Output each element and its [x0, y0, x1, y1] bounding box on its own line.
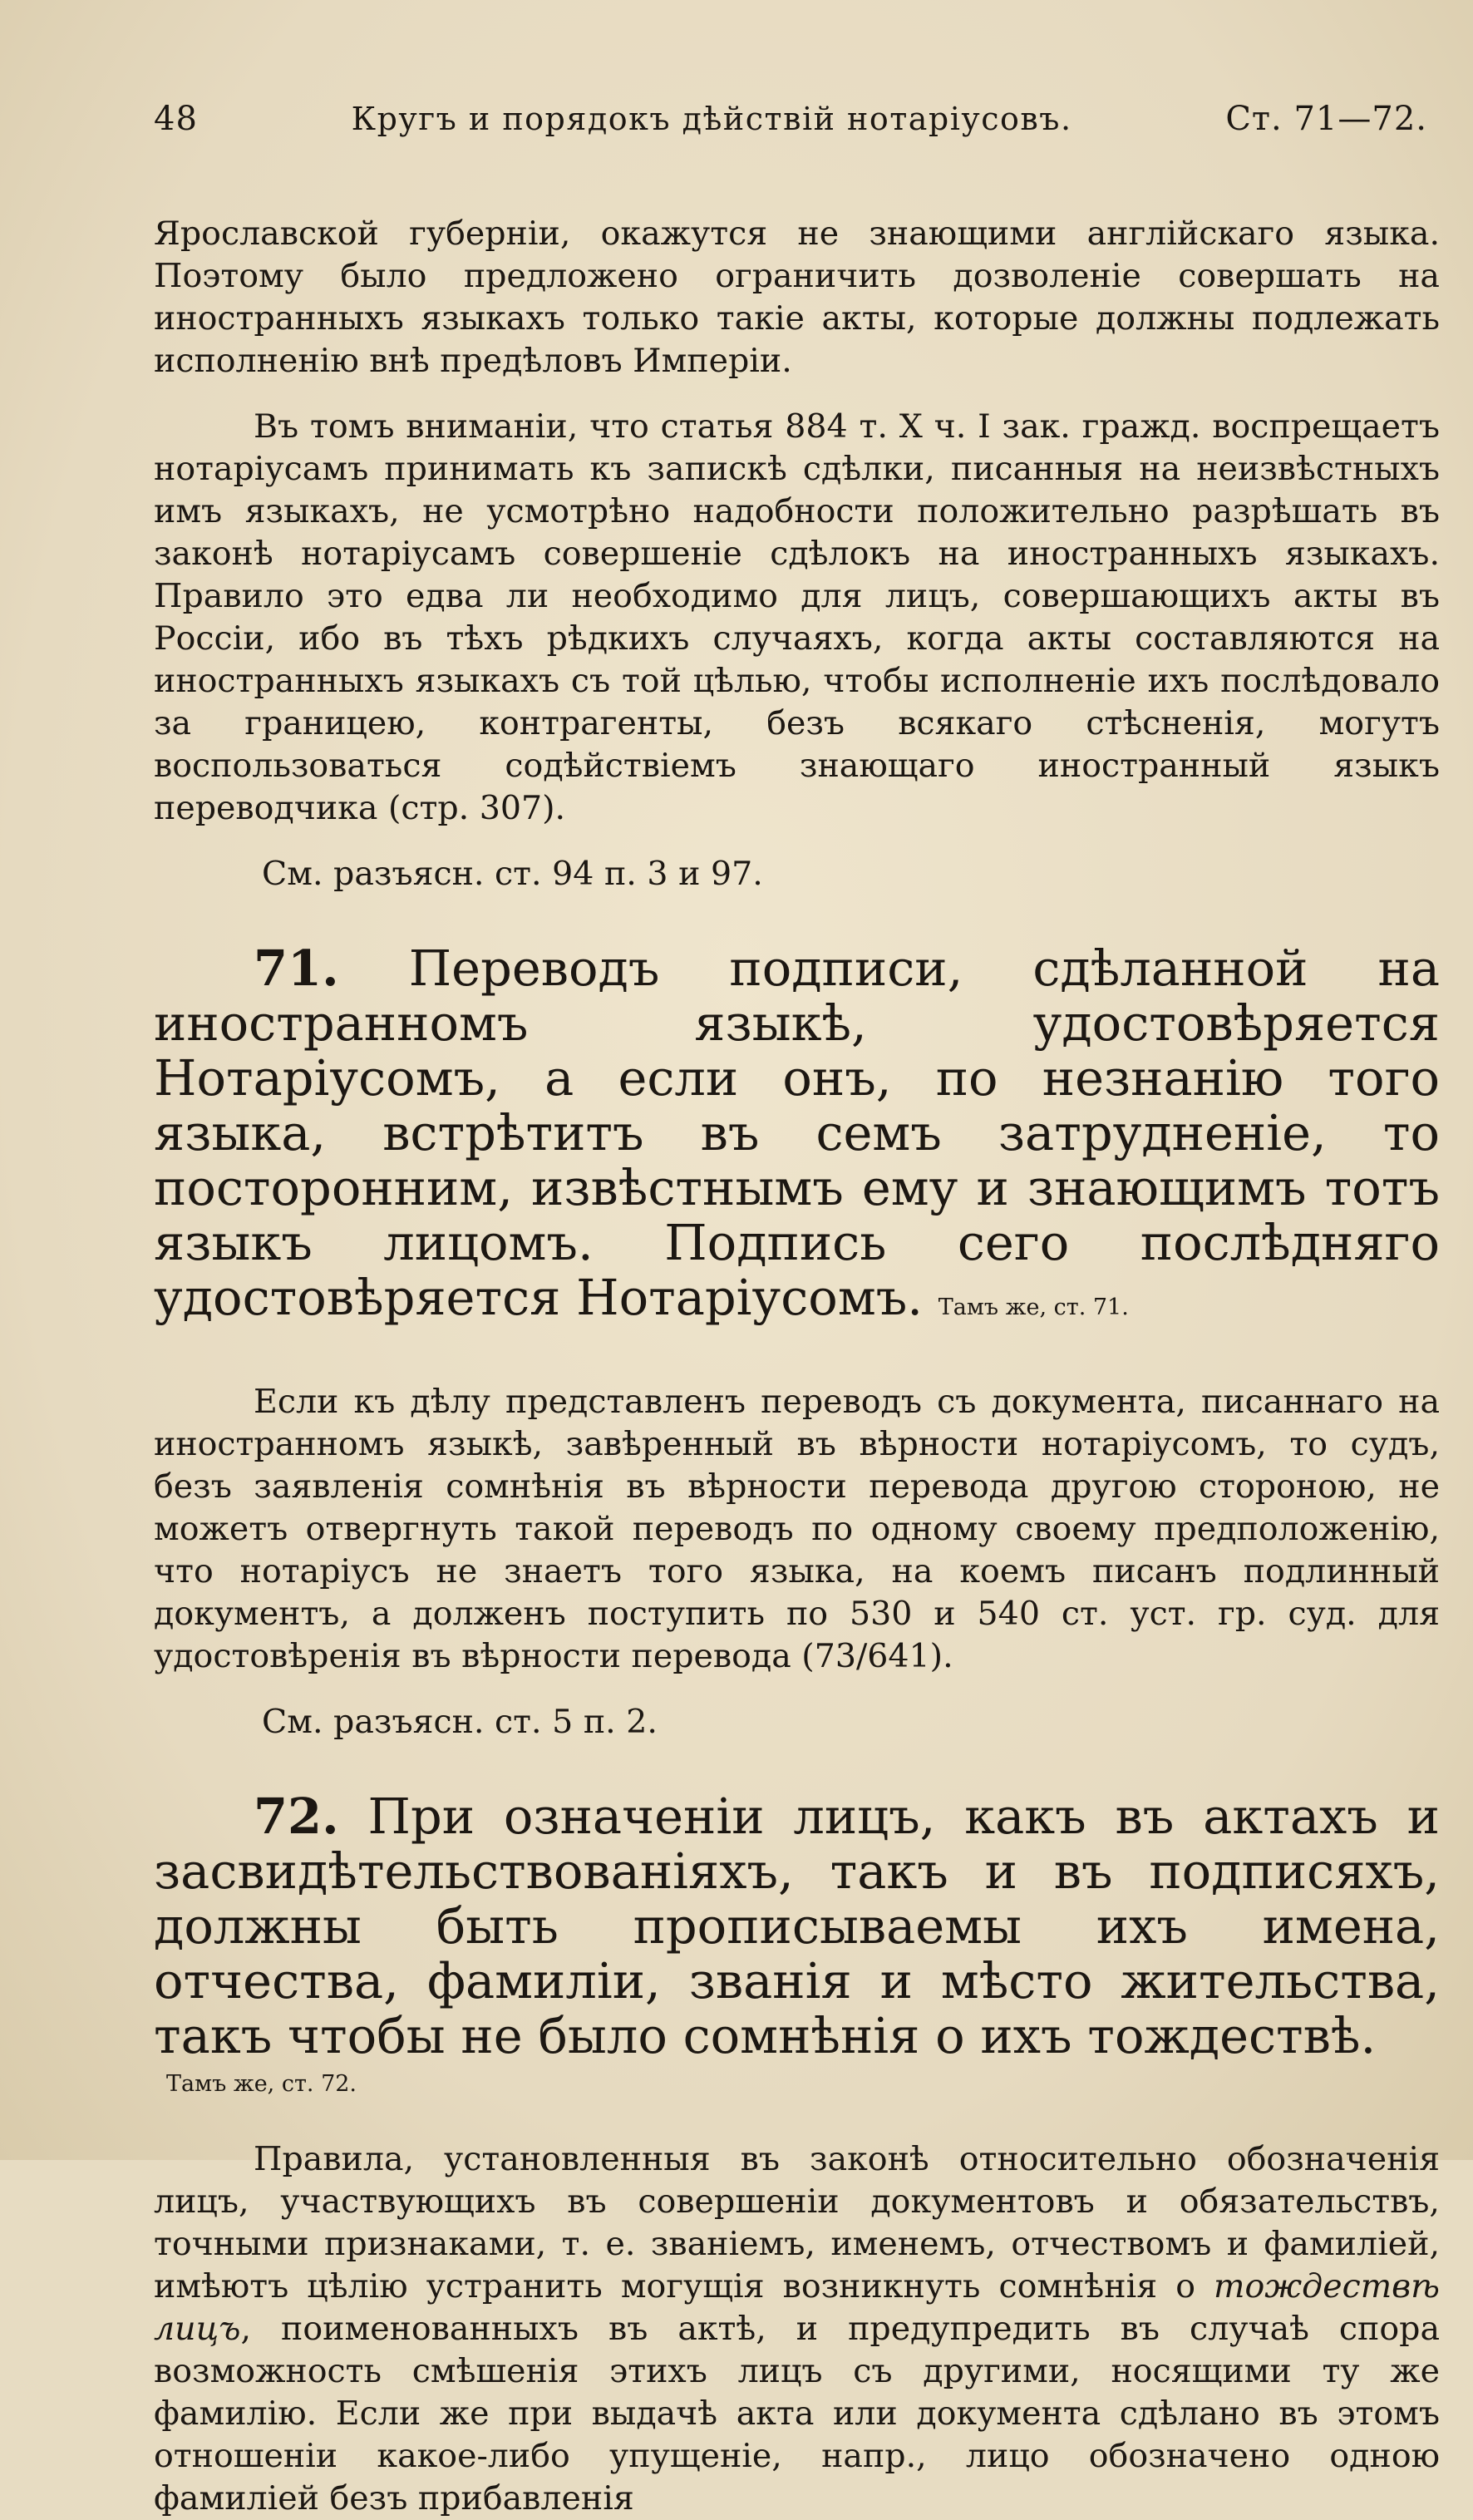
- article-71-source: Тамъ же, ст. 71.: [938, 1295, 1129, 1320]
- paragraph-commentary: Въ томъ вниманіи, что статья 884 т. X ч. I зак. гражд. воспрещаетъ нотаріусамъ принимать къ запискѣ сдѣлки, писанныя на неизвѣстныхъ имъ языкахъ, не усмотрѣно надобности положительно разрѣшать въ законѣ нотаріусамъ совершеніе сдѣлокъ на иностранныхъ языкахъ. Правило это едва ли необходимо для лицъ, совершающихъ акты въ Россіи, ибо въ тѣхъ рѣдкихъ случаяхъ, когда акты составляются на иностранныхъ языкахъ съ той цѣлью, чтобы исполненіе ихъ послѣдовало за границею, контрагенты, безъ всякаго стѣсненія, могутъ воспользоваться содѣйствіемъ знающаго иностранный языкъ переводчика (стр. 307).: [154, 407, 1440, 827]
- cross-reference: См. разъясн. ст. 94 п. 3 и 97.: [262, 855, 763, 893]
- article-72-source: Тамъ же, ст. 72.: [166, 2071, 357, 2097]
- article-71-number: 71.: [254, 939, 339, 997]
- article-72-text: При означеніи лицъ, какъ въ актахъ и засвидѣтельствованіяхъ, такъ и въ подписяхъ, должны быть прописываемы ихъ имена, отчества, фамиліи, званія и мѣсто жительства, такъ чтобы не было сомнѣнія о ихъ тождествѣ.: [154, 1788, 1440, 2064]
- article-72-number: 72.: [254, 1788, 339, 1845]
- running-title: Кругъ и порядокъ дѣйствій нотаріусовъ.: [351, 101, 1072, 137]
- italic-emphasis: тождествѣ лицъ: [154, 2267, 1440, 2348]
- article-71-text: Переводъ подписи, сдѣланной на иностранномъ языкѣ, удостовѣряется Нотаріусомъ, а если онъ, по незнанію того языка, встрѣтитъ въ семъ затрудненіе, то посторонним, извѣстнымъ ему и знающимъ тотъ языкъ лицомъ. Подпись сего послѣдняго удостовѣряется Нотаріусомъ.: [154, 939, 1440, 1326]
- article-range: Ст. 71—72.: [1225, 100, 1427, 138]
- article-71: [154, 941, 1440, 1335]
- article-72: [154, 1789, 1440, 2064]
- running-header: [154, 100, 1440, 138]
- paragraph-identity: Правила, установленныя въ законѣ относительно обозначенія лицъ, участвующихъ въ совершеніи документовъ и обязательствъ, точными признаками, т. е. званіемъ, именемъ, отчествомъ и фамиліей, имѣютъ цѣлію устранить могущія возникнуть сомнѣнія о тождествѣ лицъ, поименованныхъ въ актѣ, и предупредить въ случаѣ спора возможность смѣшенія этихъ лицъ съ другими, носящими ту же фамилію. Если же при выдачѣ акта или документа сдѣлано въ этомъ отношеніи какое-либо упущеніе, напр., лицо обозначено одною фамиліей безъ прибавленія: [154, 2140, 1440, 2518]
- cross-reference: См. разъясн. ст. 5 п. 2.: [262, 1703, 658, 1741]
- page-number: 48: [154, 100, 198, 138]
- paragraph-court-practice: Если къ дѣлу представленъ переводъ съ документа, писаннаго на иностранномъ языкѣ, завѣренный въ вѣрности нотаріусомъ, то судъ, безъ заявленія сомнѣнія въ вѣрности перевода другою стороною, не можетъ отвергнуть такой переводъ по одному своему предположенію, что нотаріусъ не знаетъ того языка, на коемъ писанъ подлинный документъ, а долженъ поступить по 530 и 540 ст. уст. гр. суд. для удостовѣренія въ вѣрности перевода (73/641).: [154, 1383, 1440, 1675]
- paragraph-continued: Ярославской губерніи, окажутся не знающими англійскаго языка. Поэтому было предложено ограничить дозволеніе совершать на иностранныхъ языкахъ только такіе акты, которые должны подлежать исполненію внѣ предѣловъ Имперіи.: [154, 215, 1440, 380]
